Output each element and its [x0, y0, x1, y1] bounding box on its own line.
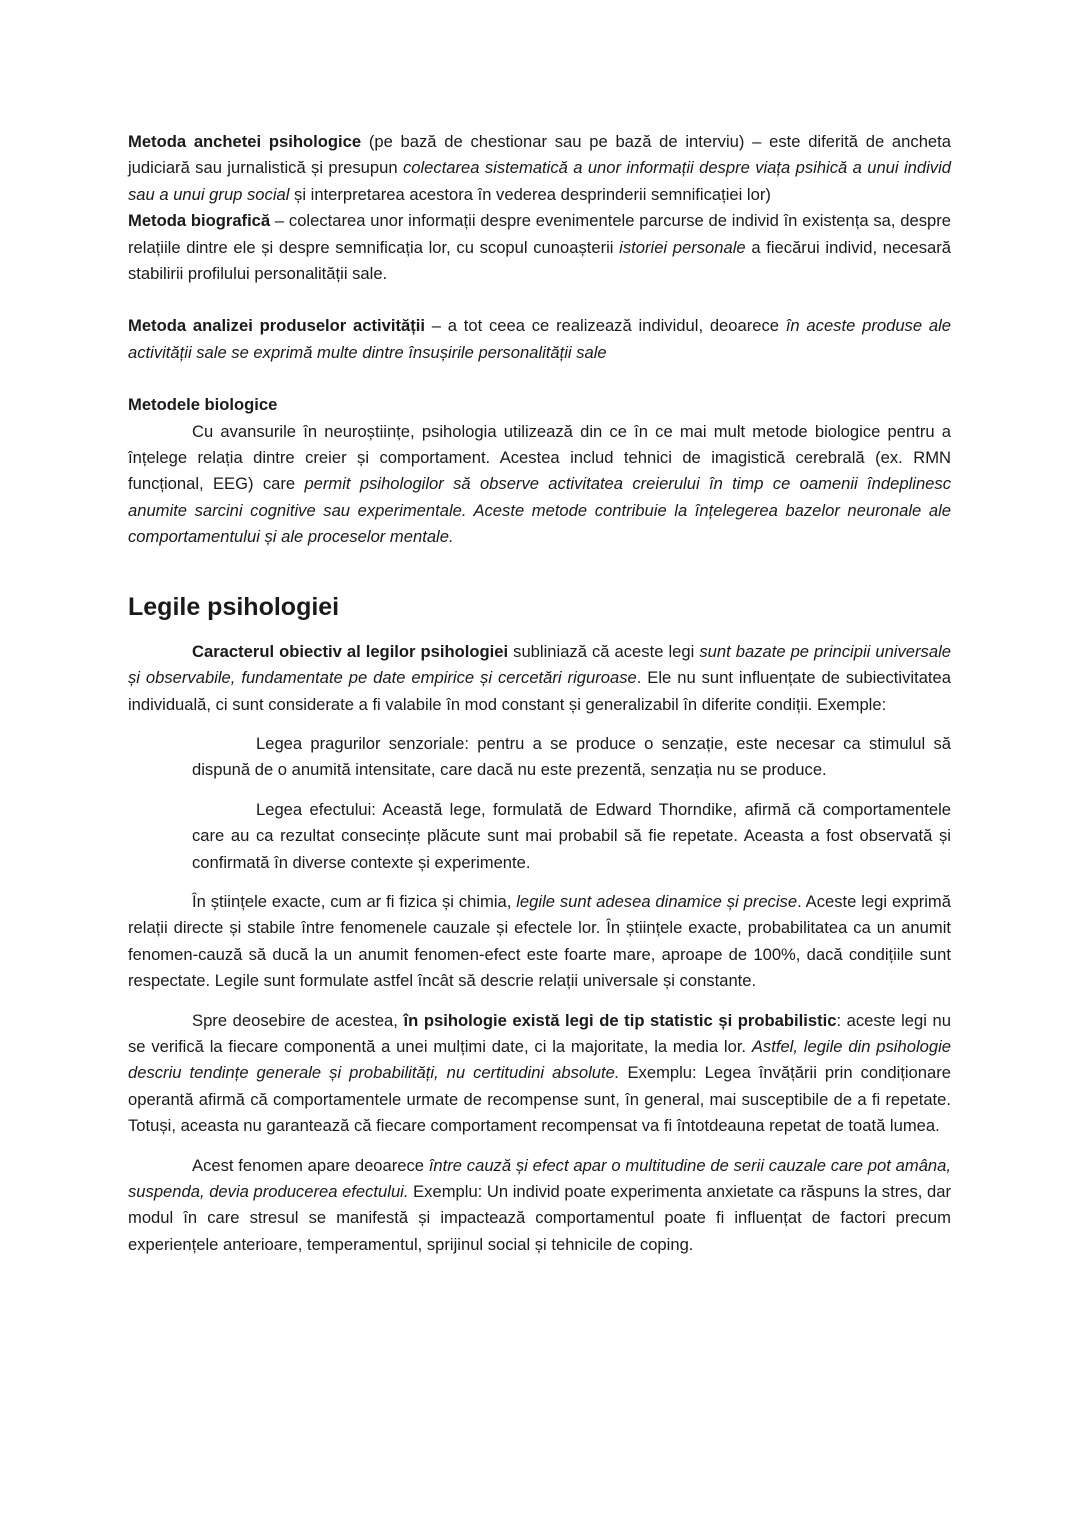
paragraph-objective-laws [128, 639, 951, 718]
text-span: a fiecărui individ, necesară stabilirii profilului personalității sale. [128, 237, 951, 284]
italic-span: colectarea sistematică a unor informații despre viața psihică a unui individ sau a unui grup social [128, 158, 952, 204]
text-span: (pe bază de chestionar sau pe bază de interviu) – este diferită de ancheta judiciară sau jurnalistică și presupun [128, 132, 951, 178]
text-span: Acest fenomen apare deoarece [192, 1155, 429, 1175]
bold-span: Caracterul obiectiv al legilor psihologiei [192, 641, 509, 661]
text-span: subliniază că aceste legi [508, 641, 700, 661]
paragraph-statistical-laws [128, 1008, 951, 1140]
biological-methods-title [128, 392, 951, 418]
spacer [128, 366, 951, 392]
products-method-title: Metoda analizei produselor activității [128, 316, 425, 336]
text-span: : aceste legi nu se verifică la fiecare componentă a unei mulțimi date, ci la majoritate, la media lor. [128, 1010, 952, 1056]
bold-span: Metodele biologice [128, 395, 278, 415]
italic-span: Astfel, legile din psihologie descriu tendințe generale și probabilități, nu certitudini absolute. [128, 1036, 951, 1083]
text-span: Exemplu: Legea învățării prin condiționare operantă afirmă că comportamentele urmate de recompense sunt, în general, mai susceptibile de a fi repetate. Totuși, aceasta nu garantează că fiecare comportament recompensat va fi întotdeauna repetat de toată lumea. [128, 1063, 951, 1136]
italic-span: legile sunt adesea dinamice și precise [516, 891, 798, 911]
spacer [128, 287, 951, 313]
paragraph-biographic-method [128, 208, 951, 287]
text-span: Spre deosebire de acestea, [192, 1010, 404, 1030]
text-span: Cu avansurile în neuroștiințe, psihologia utilizează din ce în ce mai mult metode biologice pentru a înțelege relația dintre creier și comportament. Acestea includ tehnici de imagistică cerebrală (ex. RMN funcțional, EEG) care [128, 421, 951, 494]
text-span: Exemplu: Un individ poate experimenta anxietate ca răspuns la stres, dar modul în care stresul se manifestă și impactează comportamentul poate fi influențat de factori precum experiențele anterioare, temperamentul, sprijinul social și tehnicile de coping. [128, 1182, 951, 1254]
biographic-method-title: Metoda biografică [128, 211, 271, 231]
example-sensory-thresholds: Legea pragurilor senzoriale: pentru a se produce o senzație, este necesar ca stimulul să dispună de o anumită intensitate, care dacă nu este prezentă, senzația nu se produce. [192, 733, 951, 780]
text-span: . Aceste legi exprimă relații directe și stabile între fenomenele cauzale și efectele lor. În științele exacte, probabilitatea ca un anumit fenomen-cauză să ducă la un anumit fenomen-efect este foarte mare, aproape de 100%, dacă condițiile sunt respectate. Legile sunt formulate astfel încât să descrie relații universale și constante. [128, 891, 951, 991]
italic-span: în aceste produse ale activității sale se exprimă multe dintre însușirile personalității sale [128, 316, 951, 362]
paragraph-survey-method [128, 129, 951, 208]
text-span: – a tot ceea ce realizează individul, deoarece [424, 316, 786, 336]
survey-method-title: Metoda anchetei psihologice [128, 132, 362, 151]
text-span: – colectarea unor informații despre evenimentele parcurse de individ în existența sa, despre relațiile dintre ele și despre semnificația lor, cu scopul cunoașterii [128, 211, 951, 257]
paragraph-exact-sciences [128, 889, 951, 995]
italic-span: sunt bazate pe principii universale și observabile, fundamentate pe date empirice și cercetări riguroase [128, 641, 951, 688]
bold-span: în psihologie există legi de tip statistic și probabilistic [403, 1010, 837, 1030]
section-heading: Legile psihologiei [128, 592, 340, 621]
paragraph-biological-methods [128, 419, 951, 551]
paragraph-products-method [128, 313, 951, 366]
italic-span: permit psihologilor să observe activitatea creierului în timp ce oamenii îndeplinesc anumite sarcini cognitive sau experimentale. Aceste metode contribuie la înțelegerea bazelor neuronale ale comportamentului și ale proceselor mentale. [128, 474, 951, 547]
italic-span: istoriei personale [619, 237, 746, 257]
text-span: . Ele nu sunt influențate de subiectivitatea individuală, ci sunt considerate a fi valabile în mod constant și generalizabil în diferite condiții. Exemple: [128, 668, 951, 714]
paragraph-causal-series [128, 1153, 951, 1259]
italic-span: între cauză și efect apar o multitudine de serii cauzale care pot amâna, suspenda, devia producerea efectului. [128, 1155, 951, 1201]
example-law-of-effect: Legea efectului: Această lege, formulată de Edward Thorndike, afirmă că comportamentele care au ca rezultat consecințe plăcute sunt mai probabil să fie repetate. Aceasta a fost observată și confirmată în diverse contexte și experimente. [192, 799, 951, 872]
text-span: și interpretarea acestora în vederea desprinderii semnificației lor) [289, 184, 771, 204]
text-span: În științele exacte, cum ar fi fizica și chimia, [192, 891, 517, 911]
page-content [128, 129, 951, 1258]
